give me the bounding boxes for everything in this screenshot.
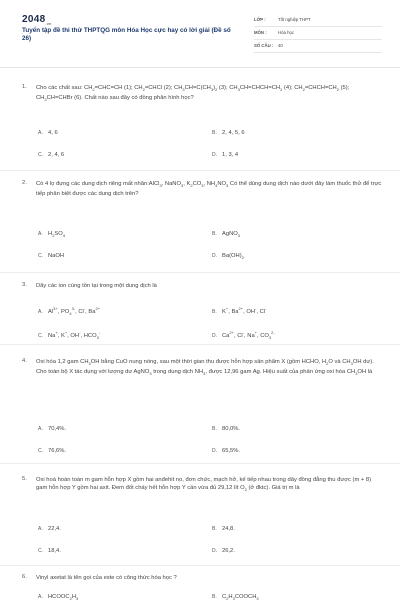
option-d[interactable]: D. 1, 3, 4 xyxy=(212,152,239,158)
option-d[interactable]: D. $Ba(OH)_2$ xyxy=(212,253,244,261)
header xyxy=(22,14,382,62)
option-b[interactable]: B. 24,8. xyxy=(212,526,235,532)
question-divider xyxy=(0,170,400,171)
question-text: Oxi hoá hoàn toàn m gam hỗn hợp X gồm hai anđehit no, đơn chức, mạch hở, kế tiếp nhau trong dãy đồng đẳng thu được (m + 8) gam hỗn hợp Y gồm hai axit. Đem đốt cháy hết hỗn hợp Y cần vừa đủ 29,12 lít $O_2$ (ở đktc). Giá trị m là xyxy=(36,477,372,493)
option-a[interactable]: A. $H_2SO_4$ xyxy=(38,231,66,239)
option-c[interactable]: C. Na+, K+, OH-, $HCO_3^-$ xyxy=(38,330,101,341)
option-a[interactable]: A. 4, 6 xyxy=(38,130,58,136)
header-divider xyxy=(0,67,400,68)
option-a[interactable]: A. 70,4%. xyxy=(38,426,67,432)
question-divider xyxy=(0,344,400,345)
meta-row-subject: MÔN : Hóa học xyxy=(254,29,382,40)
option-b[interactable]: B. K+, $Ba^{2+}$, OH-, Cl- xyxy=(212,306,267,315)
question-divider xyxy=(0,272,400,273)
option-b[interactable]: B. 2, 4, 5, 6 xyxy=(212,130,245,136)
question-text: Dãy các ion cùng tồn tại trong một dung dịch là xyxy=(36,283,157,289)
worksheet-page: $2048_{.vn}$ Tuyển tập đề thi thử THPTQG môn Hóa Học cực hay có lời giải (Đề số 26) LỚP : Tốt nghiệp THPT MÔN : Hóa học SỐ CÂU : 40 1. Cho các chất sau: $CH_2=CHC=CH$ (1); $CH_2=CHCl$ (2); $CH_3CH=C(CH_3)_2$ (3); $CH_3CH=CHCH=CH_2$ (4); $CH_2=CHCH=CH_2$ (5); $CH_3CH=CHBr$ (6). Chất nào sau đây có đồng phân hình học? A. 4, 6 B. 2, 4, 5, 6 C. 2, 4, 6 D. 1, 3, 4 2. Có 4 lọ đựng các dung dịch riêng mất nhãn:AlCl$_3$, NaNO$_3$, $K_2CO_3$, $NH_4NO_3$ Có thể dùng dung dịch nào dưới đây làm thuốc thử để trực tiếp phân biệt được các dung dịch trên? A. $H_2SO_4$ B. AgNO$_3$ C. NaOH D. $Ba(OH)_2$ 3. Dãy các ion cùng tồn tại trong một dung dịch là A. $Al^{3+}$, $PO_4^{3-}$, Cl-, $Ba^{2+}$ B. K+, $Ba^{2+}$, OH-, Cl- C. Na+, K+, OH-, $HCO_3^-$ D. $Ca^{2+}$, Cl-, Na+, $CO_3^{2-}$ 4. Oxi hóa 1,2 gam $CH_3OH$ bằng CuO nung nóng, sau một thời gian thu được hỗn hợp sản phẩm X (gồm HCHO, $H_2O$ và $CH_3OH$ dư). Cho toàn bộ X tác dụng với lượng dư AgNO$_3$ trong dung dịch $NH_3$, được 12,96 gam Ag. Hiệu suất của phản ứng oxi hóa $CH_3OH$ là A. 70,4%. B. 80,0%. C. 76,6%. D. 65,5%. 5. Oxi hoá hoàn toàn m gam hỗn hợp X gồm hai anđehit no, đơn chức, mạch hở, kế tiếp nhau trong dãy đồng đẳng thu được (m + 8) gam hỗn hợp Y gồm hai axit. Đem đốt cháy hết hỗn hợp Y cần vừa đủ 29,12 lít $O_2$ (ở đktc). Giá trị m là A. 22,4. B. 24,8. C. 18,4. D. 26,2. 6. Vinyl axetat là tên gọi của este có công thức hóa học ? A. $HCOOC_2H_3$ B. $C_2H_3COOCH_3$ xyxy=(0,0,400,600)
document-title: Tuyển tập đề thi thử THPTQG môn Hóa Học cực hay có lời giải (Đề số 26) xyxy=(22,27,231,42)
option-a[interactable]: A. $HCOOC_2H_3$ xyxy=(38,594,79,601)
option-a[interactable]: A. 22,4. xyxy=(38,526,61,532)
question-divider xyxy=(0,565,400,566)
option-b[interactable]: B. $C_2H_3COOCH_3$ xyxy=(212,594,259,601)
option-d[interactable]: D. 65,5%. xyxy=(212,448,241,454)
option-b[interactable]: B. 80,0%. xyxy=(212,426,241,432)
option-c[interactable]: C. 2, 4, 6 xyxy=(38,152,65,158)
question-divider xyxy=(0,463,400,464)
option-c[interactable]: C. NaOH xyxy=(38,253,65,259)
meta-row-grade: LỚP : Tốt nghiệp THPT xyxy=(254,16,382,27)
question-text: Vinyl axetat là tên gọi của este có công thức hóa học ? xyxy=(36,575,177,581)
option-b[interactable]: B. AgNO$_3$ xyxy=(212,231,241,239)
meta-panel xyxy=(254,16,382,55)
question-text: Oxi hóa 1,2 gam $CH_3OH$ bằng CuO nung nóng, sau một thời gian thu được hỗn hợp sản phẩm X (gồm HCHO, $H_2O$ và $CH_3OH$ dư). Cho toàn bộ X tác dụng với lượng dư AgNO$_3$ trong dung dịch $NH_3$, được 12,96 gam Ag. Hiệu suất của phản ứng oxi hóa $CH_3OH$ là xyxy=(36,359,374,377)
option-a[interactable]: A. $Al^{3+}$, $PO_4^{3-}$, Cl-, $Ba^{2+}$ xyxy=(38,306,101,317)
option-d[interactable]: D. 26,2. xyxy=(212,548,235,554)
site-logo[interactable]: $2048_{.vn}$ xyxy=(22,14,52,26)
question-text: Có 4 lọ đựng các dung dịch riêng mất nhãn:AlCl$_3$, NaNO$_3$, $K_2CO_3$, $NH_4NO_3$ Có thể dùng dung dịch nào dưới đây làm thuốc thử để trực tiếp phân biệt được các dung dịch trên? xyxy=(36,181,382,198)
question-text: Cho các chất sau: $CH_2=CHC=CH$ (1); $CH_2=CHCl$ (2); $CH_3CH=C(CH_3)_2$ (3); $CH_3CH=CHCH=CH_2$ (4); $CH_2=CHCH=CH_2$ (5); $CH_3CH=CHBr$ (6). Chất nào sau đây có đồng phân hình học? xyxy=(36,85,350,103)
meta-row-count: SỐ CÂU : 40 xyxy=(254,42,382,53)
option-c[interactable]: C. 18,4. xyxy=(38,548,61,554)
option-c[interactable]: C. 76,6%. xyxy=(38,448,67,454)
option-d[interactable]: D. $Ca^{2+}$, Cl-, Na+, $CO_3^{2-}$ xyxy=(212,330,275,341)
